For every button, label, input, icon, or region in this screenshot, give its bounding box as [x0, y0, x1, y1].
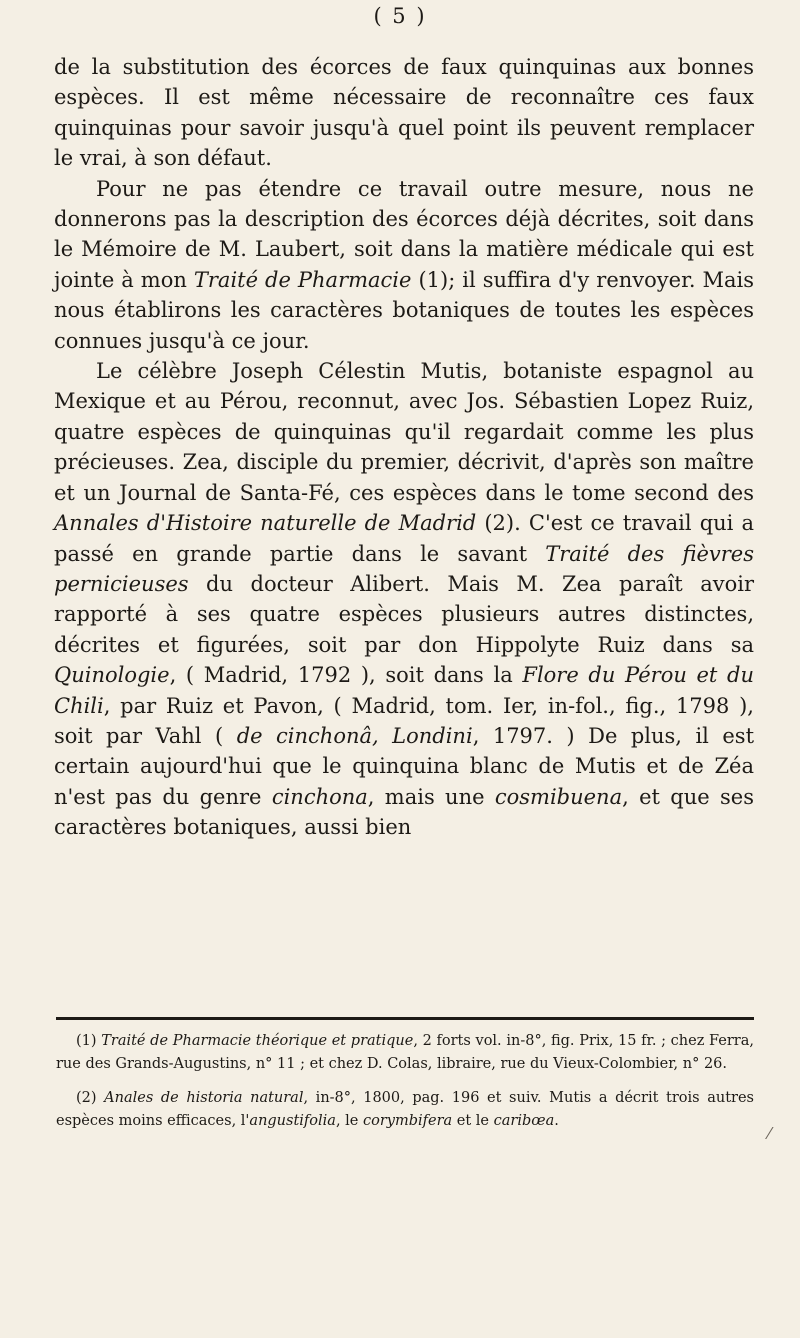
text-run: Le célèbre Joseph Célestin Mutis, botaniste espagnol au Mexique et au Pérou, reconnut, avec Jos. Sébastien Lopez Ruiz, quatre espèces de quinquinas qu'il regardait comme les plus précieuses. Zea, disciple du premier, décrivit, d'après son maître et un Journal de Santa-Fé, ces espèces dans le tome second des	[54, 359, 754, 505]
paragraph-pharmacie	[54, 174, 754, 356]
text-run: (1)	[76, 1033, 102, 1049]
text-run: de la substitution des écorces de faux quinquinas aux bonnes espèces. Il est même nécessaire de reconnaître ces faux quinquinas pour savoir jusqu'à quel point ils peuvent remplacer le vrai, à son défaut.	[54, 55, 754, 171]
italic-run: Traité de Pharmacie	[193, 267, 412, 292]
footnote-1	[56, 1030, 754, 1075]
paragraph-mutis	[54, 356, 754, 843]
italic-run: corymbifera	[363, 1112, 453, 1129]
footnote-2	[56, 1087, 754, 1132]
text-run: , le	[335, 1112, 363, 1129]
page-number: ( 5 )	[373, 4, 427, 28]
italic-run: Annales d'Histoire naturelle de Madrid	[54, 511, 477, 536]
text-run: , 1797. ) De plus, il est certain aujourd'hui que le quinquina blanc de Mutis et de Zéa n'est pas du genre	[54, 723, 755, 809]
italic-run: cosmibuena	[494, 784, 623, 809]
italic-run: Flore du Pérou et du Chili	[54, 663, 754, 718]
main-text	[54, 52, 754, 843]
text-run: , 2 forts vol. in-8°, fig. Prix, 15 fr. ; chez Ferra, rue des Grands-Augustins, n° 11 ; et chez D. Colas, libraire, rue du Vieux-Colombier, n° 26.	[56, 1033, 754, 1072]
text-run: , mais une	[367, 784, 495, 809]
text-run: , par Ruiz et Pavon, ( Madrid, tom. Ier, in-fol., fig., 1798 ), soit par Vahl (	[54, 693, 754, 748]
footnotes	[56, 1030, 754, 1144]
text-run: et le	[452, 1112, 494, 1129]
italic-run: Anales de historia natural	[104, 1090, 304, 1106]
text-run: , ( Madrid, 1792 ), soit dans la	[169, 663, 523, 688]
italic-run: de cinchonâ, Londini	[236, 723, 473, 748]
text-run: (1); il suffira d'y renvoyer. Mais nous établirons les caractères botaniques de toutes les espèces connues jusqu'à ce jour.	[54, 267, 755, 353]
text-run: (2). C'est ce travail qui a passé en grande partie dans le savant	[54, 511, 755, 566]
text-run: .	[554, 1112, 559, 1129]
text-run: du docteur Alibert. Mais M. Zea paraît avoir rapporté à ses quatre espèces plusieurs autres distinctes, décrites et figurées, soit par don Hippolyte Ruiz dans sa	[54, 571, 754, 657]
text-run: Pour ne pas étendre ce travail outre mesure, nous ne donnerons pas la description des écorces déjà décrites, soit dans le Mémoire de M. Laubert, soit dans la matière médicale qui est jointe à mon	[54, 176, 754, 292]
italic-run: Quinologie	[54, 663, 170, 688]
italic-run: caribœa	[493, 1112, 555, 1129]
italic-run: cinchona	[271, 784, 368, 809]
text-run: (2)	[76, 1090, 105, 1106]
paragraph-continuation	[54, 52, 754, 174]
text-run: , in-8°, 1800, pag. 196 et suiv. Mutis a décrit trois autres espèces moins efficaces, l'	[56, 1090, 754, 1129]
italic-run: Traité de Pharmacie théorique et pratique	[101, 1033, 414, 1049]
footnote-rule	[56, 1017, 754, 1020]
margin-mark: ⁄	[768, 1124, 771, 1143]
text-run: , et que ses caractères botaniques, aussi bien	[54, 784, 754, 840]
italic-run: angustifolia	[249, 1112, 336, 1129]
italic-run: Traité des fièvres pernicieuses	[54, 541, 754, 596]
